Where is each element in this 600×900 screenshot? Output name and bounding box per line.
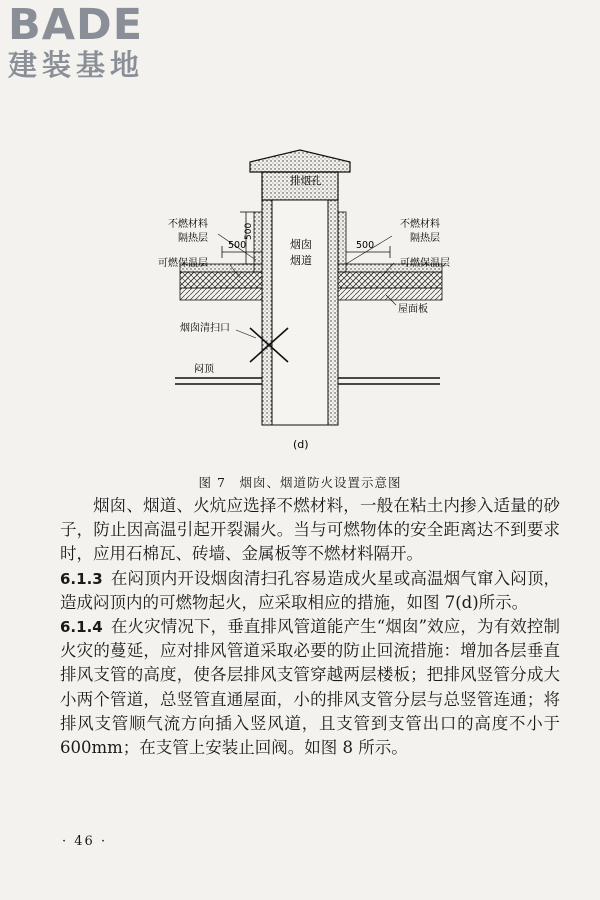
chimney-cap — [250, 150, 350, 172]
combustible-layer-left — [180, 272, 262, 288]
label-attic: 闷顶 — [194, 364, 214, 375]
chimney-wall-left — [262, 200, 272, 425]
combustible-layer-right — [338, 272, 442, 288]
bade-logo — [8, 2, 144, 82]
section-number: 6.1.3 — [60, 569, 103, 588]
page-number: · 46 · — [62, 834, 108, 849]
label-roof-board: 屋面板 — [398, 304, 428, 315]
paragraph-2-text: 在闷顶内开设烟囱清扫孔容易造成火星或高温烟气窜入闷顶，造成闷顶内的可燃物起火，应采取相应的措施，如图 7(d)所示。 — [60, 568, 560, 612]
paragraph-3-text: 在火灾情况下，垂直排风管道能产生“烟囱”效应，为有效控制火灾的蔓延，应对排风管道采取必要的防止回流措施：增加各层垂直排风支管的高度，使各层排风支管穿越两层楼板；把排风竖管分成大小两个管道，总竖管直通屋面，小的排风支管分层与总竖管连通；将排风支管顺气流方向插入竖风道，且支管到支管出口的高度不小于 600mm；在支管上安装止回阀。如图 8 所示。 — [60, 617, 560, 758]
logo-wordmark: BADE — [8, 0, 144, 50]
insulation-upturn-left — [254, 212, 262, 272]
roof-board-right — [338, 288, 442, 300]
section-number: 6.1.4 — [60, 618, 103, 637]
chimney-diagram — [158, 140, 460, 465]
label-nc-right-2: 隔热层 — [410, 233, 440, 244]
label-subfigure: (d) — [293, 438, 309, 451]
label-nc-left-2: 隔热层 — [178, 233, 208, 244]
figure-caption: 图 7 烟囱、烟道防火设置示意图 — [198, 475, 402, 490]
label-dim-vertical: 500 — [244, 222, 254, 240]
label-comb-left: 可燃保温层 — [158, 258, 208, 269]
label-dim-h-right: 500 — [356, 240, 375, 251]
label-nc-left-1: 不燃材料 — [168, 219, 208, 230]
body-text — [60, 494, 560, 760]
paragraph-1: 烟囱、烟道、火炕应选择不燃材料，一般在粘土内掺入适量的砂子，防止因高温引起开裂漏火。当与可燃物体的安全距离达不到要求时，应用石棉瓦、砖墙、金属板等不燃材料隔开。 — [60, 496, 560, 564]
label-comb-right: 可燃保温层 — [400, 258, 450, 269]
label-chimney-2: 烟道 — [290, 254, 312, 267]
insulation-upturn-right — [338, 212, 346, 272]
chimney-wall-right — [328, 200, 338, 425]
label-cleanout: 烟囱清扫口 — [180, 323, 230, 334]
roof-board-left — [180, 288, 262, 300]
paragraph-2 — [60, 567, 560, 615]
label-chimney-1: 烟囱 — [290, 238, 312, 251]
flue-channel — [272, 200, 328, 425]
logo-subtitle: 建装基地 — [8, 48, 145, 82]
label-nc-right-1: 不燃材料 — [400, 219, 440, 230]
label-dim-h-left: 500 — [228, 240, 247, 251]
paragraph-3 — [60, 615, 560, 760]
label-flue-hole: 排烟孔 — [290, 175, 322, 187]
